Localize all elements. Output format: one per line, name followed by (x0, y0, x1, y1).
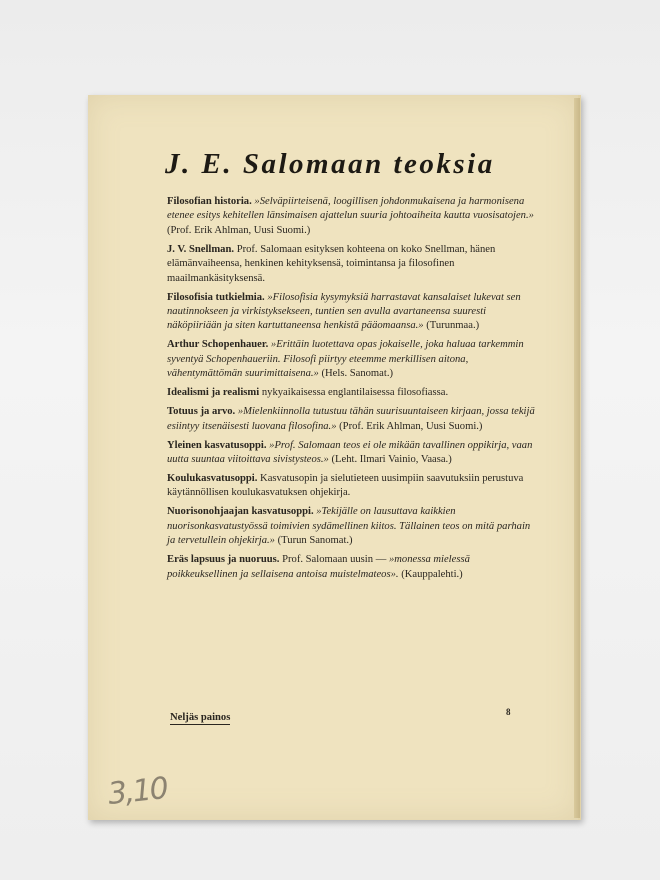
work-description: Kasvatusopin ja sielutieteen uusimpiin saavutuksiin perustuva käytännöllisen koulukasvatuksen ohjekirja. (167, 473, 524, 499)
work-entry (167, 386, 535, 400)
page-number: 8 (506, 707, 511, 717)
work-title: J. V. Snellman. (167, 243, 235, 255)
work-title: Koulukasvatusoppi. (167, 473, 258, 485)
review-quote: »Tekijälle on lausuttava kaikkien nuorisonkasvatustyössä toimivien sydämellinen kiitos. Tällainen teos on mitä parhain ja tervetullein ohjekirja.» (167, 506, 531, 547)
work-entry (167, 553, 535, 582)
review-source: (Turunmaa.) (426, 320, 480, 332)
review-quote: »Mielenkiinnolla tutustuu tähän suurisuuntaiseen kirjaan, jossa tekijä esiintyy itsenäisesti luovana filosofina.» (167, 406, 535, 432)
work-entry (167, 472, 535, 501)
work-title: Filosofisia tutkielmia. (167, 291, 265, 303)
review-source: (Prof. Erik Ahlman, Uusi Suomi.) (167, 224, 311, 236)
work-entry (167, 195, 535, 238)
cover-edge (574, 98, 580, 818)
work-description: nykyaikaisessa englantilaisessa filosofiassa. (261, 387, 449, 399)
work-entry (167, 439, 535, 468)
work-entry (167, 291, 535, 334)
page-title: J. E. Salomaan teoksia (165, 148, 495, 180)
work-entry (167, 338, 535, 381)
review-source: (Leht. Ilmari Vainio, Vaasa.) (331, 454, 452, 466)
review-source: (Prof. Erik Ahlman, Uusi Suomi.) (339, 420, 483, 432)
review-quote: »Filosofisia kysymyksiä harrastavat kansalaiset lukevat sen nautinnokseen ja virkistyksekseen, tuntien sen avulla avartaneensa suuresti näköpiiriään ja siten kartuttaneensa henkistä pääomaansa.» (167, 291, 521, 332)
review-quote: »Selväpiirteisenä, loogillisen johdonmukaisena ja harmonisena etenee esitys kehitellen länsimaisen ajattelun suuria johtoaiheita kautta vuosisatojen.» (167, 196, 534, 222)
work-entry (167, 405, 535, 434)
work-entry (167, 505, 535, 548)
review-source: (Kauppalehti.) (401, 568, 463, 580)
work-title: Eräs lapsuus ja nuoruus. (167, 554, 280, 566)
work-entry (167, 243, 535, 286)
work-title: Filosofian historia. (167, 196, 252, 207)
work-description: Prof. Salomaan uusin — (282, 554, 387, 566)
handwritten-price-note: 3,10 (106, 771, 169, 812)
review-source: (Turun Sanomat.) (277, 535, 353, 547)
work-title: Totuus ja arvo. (167, 406, 236, 418)
review-quote: »Prof. Salomaan teos ei ole mikään tavallinen oppikirja, vaan uutta suuntaa viitoittava sivistysteos.» (167, 439, 533, 466)
work-title: Idealismi ja realismi (167, 387, 260, 399)
edition-label: Neljäs painos (170, 712, 231, 723)
review-quote: »monessa mielessä poikkeuksellinen ja sellaisena antoisa muistelmateos». (167, 554, 470, 580)
work-title: Yleinen kasvatusoppi. (167, 439, 267, 451)
review-source: (Hels. Sanomat.) (321, 368, 393, 380)
works-list (167, 195, 535, 587)
work-description: Prof. Salomaan esityksen kohteena on koko Snellman, hänen elämänvaiheensa, henkinen kehityksensä, toimintansa ja filosofinen maailmankäsityksensä. (167, 243, 496, 284)
review-quote: »Erittäin luotettava opas jokaiselle, joka haluaa tarkemmin syventyä Schopenhaueriin. Filosofi piirtyy eteemme merkillisen aitona, vähentymättömän suurimittaisena.» (167, 339, 524, 380)
work-title: Nuorisonohjaajan kasvatusoppi. (167, 506, 314, 518)
work-title: Arthur Schopenhauer. (167, 339, 269, 351)
